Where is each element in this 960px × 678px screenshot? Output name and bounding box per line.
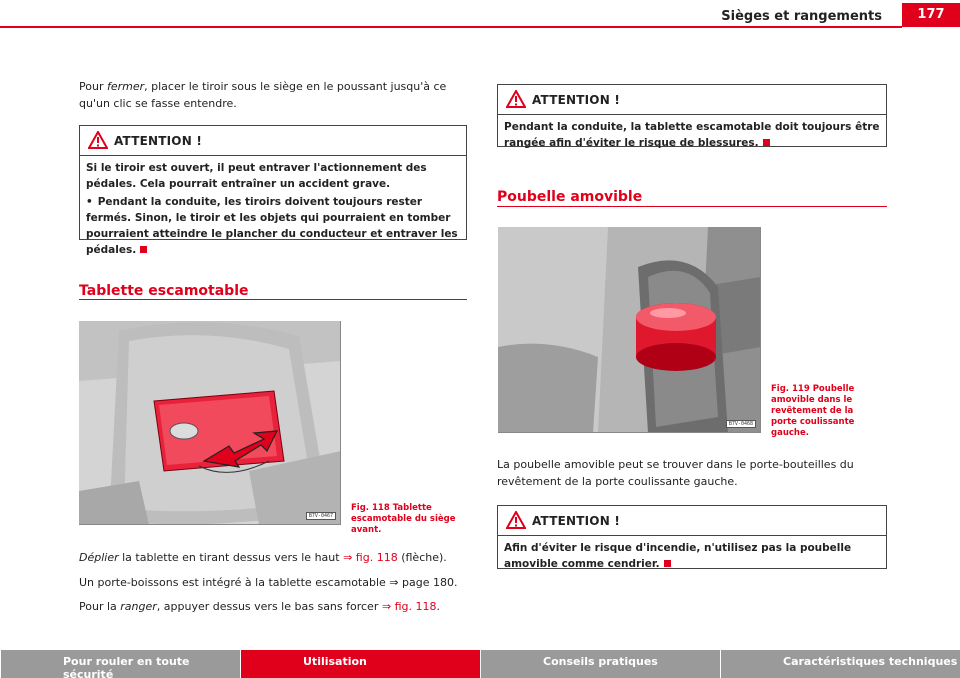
paragraph-ranger: Pour la ranger, appuyer dessus vers le bas sans forcer ⇒ fig. 118. (79, 600, 440, 613)
figure-118-image (79, 321, 341, 525)
intro-paragraph: Pour fermer, placer le tiroir sous le siège en le poussant jusqu'à ce qu'un clic se fasse entendre. (79, 80, 447, 110)
figure-119-image (498, 227, 761, 433)
attention-title: ATTENTION ! (114, 133, 202, 148)
bullet: • (86, 196, 93, 208)
footer-tab-securite[interactable]: Pour rouler en toute sécurité (0, 650, 240, 678)
end-square-icon (664, 560, 671, 567)
footer-tab-conseils[interactable]: Conseils pratiques (480, 650, 720, 678)
header-rule (0, 26, 902, 28)
attention-box-poubelle (497, 505, 887, 569)
paragraph-deplier: Déplier la tablette en tirant dessus vers le haut ⇒ fig. 118 (flèche). (79, 551, 447, 564)
fig-118-link[interactable]: ⇒ fig. 118 (343, 551, 398, 564)
page-number: 177 (902, 3, 960, 27)
page-header-title: Sièges et rangements (721, 9, 882, 24)
attention-text: Pendant la conduite, les tiroirs doivent toujours rester fermés. Sinon, le tiroir et les objets qui pourraient en tomber pourraient atteindre le plancher du conducteur et entraver les pédales. (86, 196, 458, 256)
footer-nav (0, 650, 960, 678)
end-square-icon (140, 246, 147, 253)
section-rule (497, 206, 887, 207)
attention-text: Afin d'éviter le risque d'incendie, n'utilisez pas la poubelle amovible comme cendrier. (504, 542, 852, 570)
attention-title: ATTENTION ! (532, 92, 620, 107)
warning-triangle-icon (88, 131, 108, 149)
section-heading-poubelle: Poubelle amovible (497, 189, 643, 205)
attention-title: ATTENTION ! (532, 513, 620, 528)
figure-code: B7V-0468 (726, 420, 756, 428)
attention-box-drawer (79, 125, 467, 256)
section-rule (79, 299, 467, 300)
paragraph-poubelle: La poubelle amovible peut se trouver dans le porte-bouteilles du revêtement de la porte coulissante gauche. (497, 458, 854, 488)
section-heading-tablette: Tablette escamotable (79, 283, 249, 299)
attention-box-tablette (497, 84, 887, 147)
warning-triangle-icon (506, 511, 526, 529)
figure-119-caption: Fig. 119 Poubelle amovible dans le revêtement de la porte coulissante gauche. (771, 384, 855, 438)
footer-tab-utilisation[interactable]: Utilisation (240, 650, 480, 678)
figure-code: B7V-0467 (306, 512, 336, 520)
footer-tab-caracteristiques[interactable]: Caractéristiques techniques (720, 650, 960, 678)
attention-text: Pendant la conduite, la tablette escamotable doit toujours être rangée afin d'éviter le risque de blessures. (504, 121, 880, 149)
paragraph-porte-boissons: Un porte-boissons est intégré à la tablette escamotable ⇒ page 180. (79, 576, 458, 589)
fig-118-link[interactable]: ⇒ fig. 118 (381, 600, 437, 613)
warning-triangle-icon (506, 90, 526, 108)
end-square-icon (763, 139, 770, 146)
figure-118-caption: Fig. 118 Tablette escamotable du siège avant. (351, 503, 456, 535)
attention-text: Si le tiroir est ouvert, il peut entraver l'actionnement des pédales. Cela pourrait entraîner un accident grave. (86, 162, 427, 190)
